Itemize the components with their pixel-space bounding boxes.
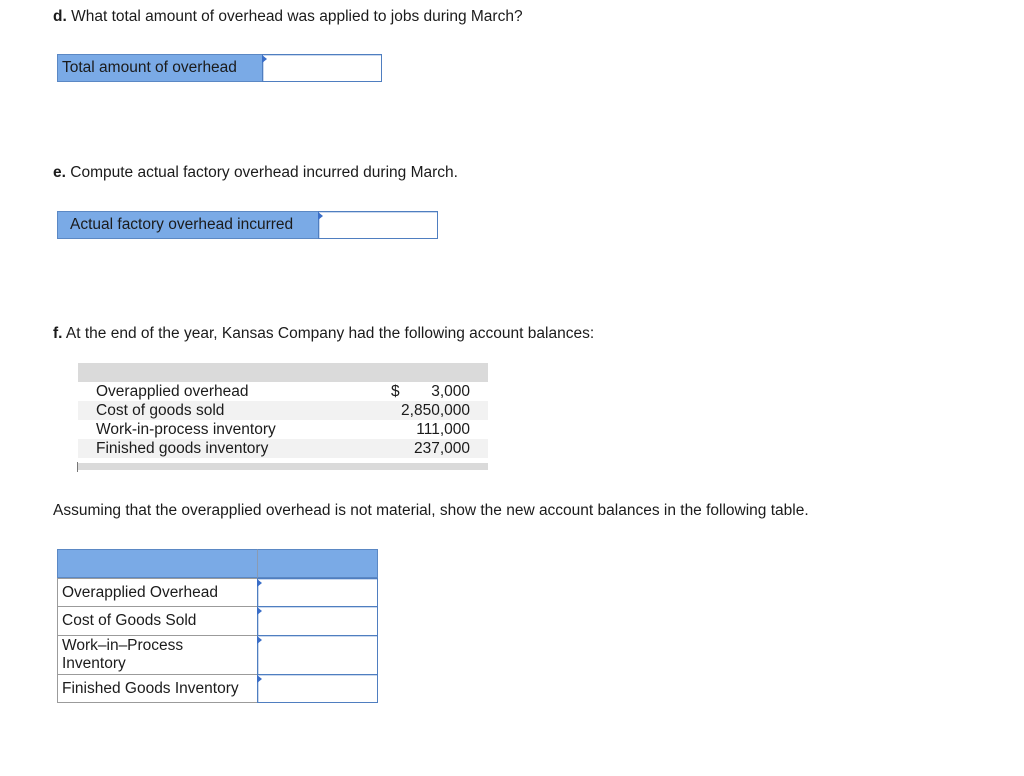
question-d (53, 7, 523, 27)
new-balance-account-label: Cost of Goods Sold (62, 612, 197, 629)
new-balance-account-cell (57, 635, 258, 675)
actual-overhead-label: Actual factory overhead incurred (57, 211, 319, 239)
new-balance-account-cell (57, 674, 258, 703)
question-e (53, 163, 458, 183)
account-name: Cost of goods sold (96, 402, 225, 419)
question-f-text: At the end of the year, Kansas Company had the following account balances: (65, 325, 595, 342)
overhead-applied-input[interactable] (262, 54, 382, 82)
table-row (78, 420, 488, 439)
question-f-letter: f. (53, 325, 63, 342)
finished-goods-inventory-input[interactable] (257, 674, 378, 703)
table-row (78, 401, 488, 420)
input-flag-icon (257, 675, 262, 683)
question-e-letter: e. (53, 164, 66, 181)
overhead-applied-label: Total amount of overhead (57, 54, 263, 82)
question-e-text: Compute actual factory overhead incurred during March. (70, 164, 458, 181)
account-amount: 3,000 (431, 383, 470, 400)
account-amount: 111,000 (416, 421, 470, 438)
new-balance-account-label: Overapplied Overhead (62, 583, 218, 601)
input-flag-icon (257, 579, 262, 587)
input-flag-icon (257, 636, 262, 644)
new-balance-account-label: Finished Goods Inventory (62, 679, 239, 697)
account-amount: 237,000 (413, 440, 470, 457)
input-flag-icon (262, 55, 267, 63)
account-balances-table (78, 363, 488, 473)
account-balances-footer (78, 463, 488, 470)
new-balances-header-amount (257, 549, 378, 578)
instruction-text: Assuming that the overapplied overhead is not material, show the new account balances in the following table. (53, 502, 809, 519)
input-flag-icon (318, 212, 323, 220)
new-balance-account-cell (57, 578, 258, 607)
new-balances-header-account (57, 549, 258, 578)
table-row (78, 382, 488, 401)
question-d-text: What total amount of overhead was applied to jobs during March? (71, 8, 523, 25)
table-footer-divider (77, 462, 78, 472)
question-f (53, 324, 594, 344)
input-flag-icon (257, 607, 262, 615)
question-d-letter: d. (53, 8, 67, 25)
account-balances-header (78, 363, 488, 382)
currency-symbol: $ (391, 383, 400, 400)
account-name: Work-in-process inventory (96, 421, 276, 438)
new-balance-account-cell (57, 606, 258, 636)
actual-overhead-input[interactable] (318, 211, 438, 239)
account-name: Overapplied overhead (96, 383, 249, 400)
table-row (78, 439, 488, 458)
new-balance-account-label: Work–in–Process Inventory (62, 637, 184, 672)
overapplied-overhead-input[interactable] (257, 578, 378, 607)
account-name: Finished goods inventory (96, 440, 269, 457)
work-in-process-inventory-input[interactable] (257, 635, 378, 675)
account-amount: 2,850,000 (401, 402, 470, 419)
cost-of-goods-sold-input[interactable] (257, 606, 378, 636)
